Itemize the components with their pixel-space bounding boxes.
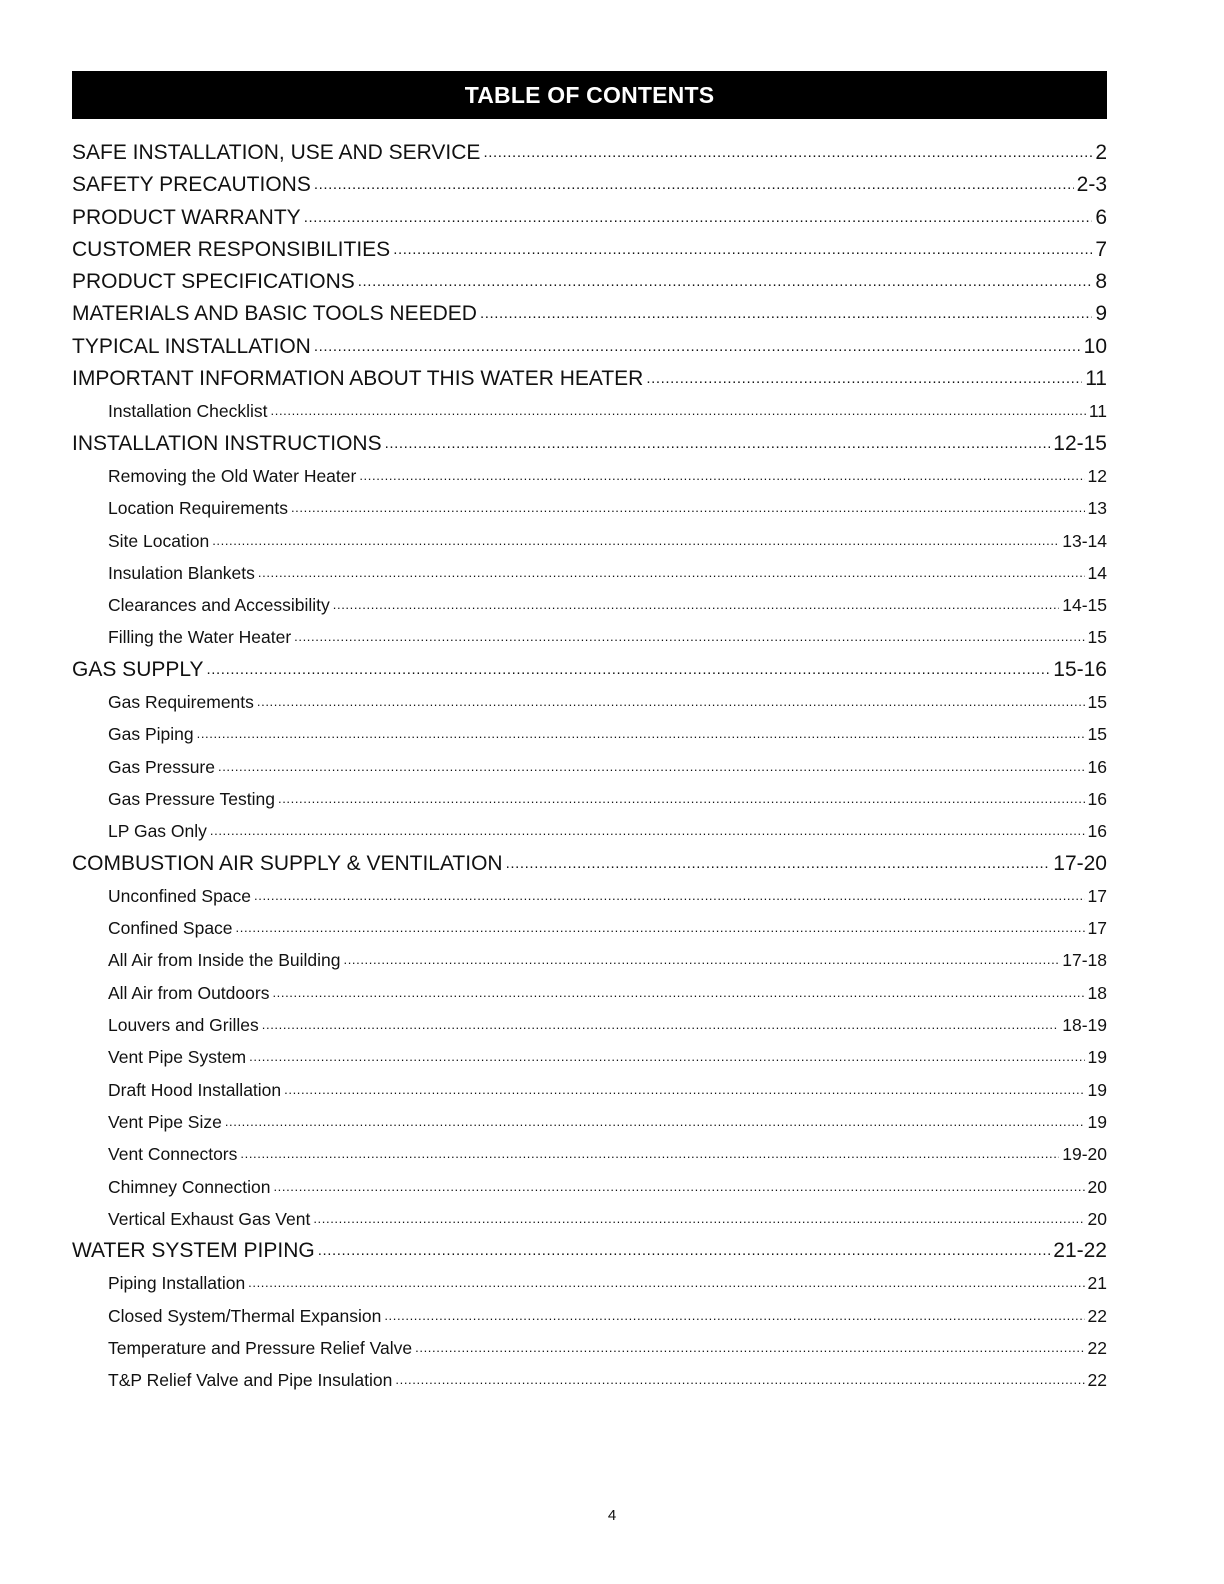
toc-subsection-entry[interactable]: [72, 977, 1107, 1009]
toc-subsection-entry[interactable]: [72, 525, 1107, 557]
toc-entry-page: 20: [1087, 1176, 1107, 1197]
toc-entry-label: Vent Pipe System: [108, 1047, 247, 1068]
dot-leader: [313, 1203, 1084, 1235]
toc-entry-label: Site Location: [108, 530, 210, 551]
dot-leader: [483, 137, 1092, 169]
toc-entry-label: Gas Pressure Testing: [108, 788, 275, 809]
dot-leader: [358, 266, 1093, 298]
dot-leader: [393, 234, 1092, 266]
toc-section-entry[interactable]: [72, 363, 1107, 395]
toc-entry-label: Location Requirements: [108, 498, 288, 519]
dot-leader: [249, 1041, 1084, 1073]
dot-leader: [343, 944, 1059, 976]
toc-entry-page: 2-3: [1076, 173, 1107, 197]
dot-leader: [294, 621, 1084, 653]
toc-section-entry[interactable]: [72, 848, 1107, 880]
toc-entry-label: Vertical Exhaust Gas Vent: [108, 1208, 311, 1229]
toc-entry-label: Removing the Old Water Heater: [108, 465, 357, 486]
toc-entry-page: 20: [1087, 1208, 1107, 1229]
dot-leader: [248, 1267, 1084, 1299]
dot-leader: [258, 557, 1085, 589]
toc-entry-page: 17: [1087, 918, 1107, 939]
dot-leader: [314, 331, 1081, 363]
toc-subsection-entry[interactable]: [72, 1332, 1107, 1364]
toc-entry-label: INSTALLATION INSTRUCTIONS: [72, 431, 382, 455]
toc-entry-label: TYPICAL INSTALLATION: [72, 334, 311, 358]
dot-leader: [225, 1106, 1085, 1138]
toc-entry-page: 10: [1083, 334, 1107, 358]
dot-leader: [385, 428, 1051, 460]
toc-subsection-entry[interactable]: [72, 1203, 1107, 1235]
toc-entry-page: 8: [1095, 270, 1107, 294]
toc-subsection-entry[interactable]: [72, 1041, 1107, 1073]
toc-subsection-entry[interactable]: [72, 1074, 1107, 1106]
toc-entry-page: 19: [1087, 1111, 1107, 1132]
dot-leader: [218, 751, 1085, 783]
toc-entry-label: Installation Checklist: [108, 401, 268, 422]
toc-entry-page: 18-19: [1062, 1015, 1107, 1036]
toc-section-entry[interactable]: [72, 169, 1107, 201]
toc-entry-label: GAS SUPPLY: [72, 657, 204, 681]
toc-entry-page: 15: [1087, 724, 1107, 745]
toc-entry-label: LP Gas Only: [108, 821, 207, 842]
toc-subsection-entry[interactable]: [72, 912, 1107, 944]
toc-entry-page: 16: [1087, 821, 1107, 842]
toc-subsection-entry[interactable]: [72, 686, 1107, 718]
toc-entry-label: Louvers and Grilles: [108, 1015, 259, 1036]
toc-subsection-entry[interactable]: [72, 1106, 1107, 1138]
toc-entry-label: CUSTOMER RESPONSIBILITIES: [72, 237, 391, 261]
toc-subsection-entry[interactable]: [72, 718, 1107, 750]
toc-entry-page: 16: [1087, 756, 1107, 777]
toc-entry-label: WATER SYSTEM PIPING: [72, 1239, 315, 1263]
toc-section-entry[interactable]: [72, 1235, 1107, 1267]
dot-leader: [395, 1364, 1084, 1396]
page-number: 4: [607, 1507, 617, 1524]
toc-section-entry[interactable]: [72, 137, 1107, 169]
toc-section-entry[interactable]: [72, 266, 1107, 298]
toc-entry-page: 15: [1087, 692, 1107, 713]
toc-entry-page: 22: [1087, 1370, 1107, 1391]
dot-leader: [284, 1074, 1084, 1106]
toc-subsection-entry[interactable]: [72, 1364, 1107, 1396]
toc-entry-page: 11: [1085, 367, 1107, 391]
toc-entry-page: 6: [1095, 205, 1107, 229]
dot-leader: [314, 169, 1074, 201]
dot-leader: [318, 1235, 1051, 1267]
toc-entry-label: PRODUCT WARRANTY: [72, 205, 301, 229]
toc-subsection-entry[interactable]: [72, 1009, 1107, 1041]
dot-leader: [272, 977, 1084, 1009]
toc-entry-label: COMBUSTION AIR SUPPLY & VENTILATION: [72, 851, 503, 875]
dot-leader: [254, 880, 1085, 912]
dot-leader: [262, 1009, 1059, 1041]
toc-section-entry[interactable]: [72, 234, 1107, 266]
toc-subsection-entry[interactable]: [72, 557, 1107, 589]
toc-entry-page: 11: [1088, 401, 1107, 422]
dot-leader: [207, 654, 1051, 686]
toc-entry-page: 15-16: [1053, 657, 1107, 681]
toc-entry-page: 21: [1087, 1273, 1107, 1294]
toc-entry-page: 7: [1095, 237, 1107, 261]
toc-entry-label: MATERIALS AND BASIC TOOLS NEEDED: [72, 302, 477, 326]
dot-leader: [415, 1332, 1084, 1364]
toc-subsection-entry[interactable]: [72, 1171, 1107, 1203]
toc-entry-label: All Air from Outdoors: [108, 982, 270, 1003]
dot-leader: [210, 815, 1085, 847]
toc-subsection-entry[interactable]: [72, 1138, 1107, 1170]
toc-entry-label: Gas Requirements: [108, 692, 254, 713]
toc-entry-label: Gas Pressure: [108, 756, 215, 777]
toc-entry-label: Temperature and Pressure Relief Valve: [108, 1337, 413, 1358]
dot-leader: [480, 298, 1092, 330]
toc-entry-page: 22: [1087, 1337, 1107, 1358]
toc-entry-label: Piping Installation: [108, 1273, 246, 1294]
toc-entry-page: 17-18: [1062, 950, 1107, 971]
toc-entry-label: Closed System/Thermal Expansion: [108, 1305, 382, 1326]
toc-entry-label: Vent Connectors: [108, 1144, 238, 1165]
dot-leader: [304, 202, 1093, 234]
toc-entry-page: 17: [1087, 885, 1107, 906]
toc-entry-label: Insulation Blankets: [108, 562, 255, 583]
toc-entry-label: Unconfined Space: [108, 885, 252, 906]
toc-entry-page: 19: [1087, 1047, 1107, 1068]
dot-leader: [197, 718, 1085, 750]
toc-entry-page: 13: [1087, 498, 1107, 519]
toc-entry-label: PRODUCT SPECIFICATIONS: [72, 270, 355, 294]
toc-section-entry[interactable]: [72, 654, 1107, 686]
toc-entry-label: Confined Space: [108, 918, 233, 939]
dot-leader: [212, 525, 1059, 557]
dot-leader: [271, 395, 1086, 427]
dot-leader: [291, 492, 1085, 524]
toc-entry-page: 19-20: [1062, 1144, 1107, 1165]
dot-leader: [506, 848, 1051, 880]
toc-entry-page: 21-22: [1053, 1239, 1107, 1263]
toc-title-banner: [72, 71, 1107, 119]
toc-section-entry[interactable]: [72, 202, 1107, 234]
toc-entry-page: 12: [1087, 465, 1107, 486]
toc-entry-page: 12-15: [1053, 431, 1107, 455]
toc-section-entry[interactable]: [72, 298, 1107, 330]
toc-entry-page: 13-14: [1062, 530, 1107, 551]
toc-entry-label: Clearances and Accessibility: [108, 595, 330, 616]
toc-list: [72, 137, 1107, 1397]
toc-entry-page: 16: [1087, 788, 1107, 809]
dot-leader: [236, 912, 1085, 944]
dot-leader: [646, 363, 1082, 395]
toc-entry-label: Draft Hood Installation: [108, 1079, 282, 1100]
toc-entry-label: Vent Pipe Size: [108, 1111, 222, 1132]
toc-entry-label: SAFETY PRECAUTIONS: [72, 173, 311, 197]
dot-leader: [278, 783, 1085, 815]
toc-section-entry[interactable]: [72, 331, 1107, 363]
toc-subsection-entry[interactable]: [72, 589, 1107, 621]
toc-entry-page: 17-20: [1053, 851, 1107, 875]
toc-entry-page: 18: [1087, 982, 1107, 1003]
toc-entry-label: SAFE INSTALLATION, USE AND SERVICE: [72, 141, 481, 164]
toc-subsection-entry[interactable]: [72, 783, 1107, 815]
toc-subsection-entry[interactable]: [72, 395, 1107, 427]
toc-entry-page: 19: [1087, 1079, 1107, 1100]
toc-entry-label: All Air from Inside the Building: [108, 950, 341, 971]
toc-subsection-entry[interactable]: [72, 1267, 1107, 1299]
toc-subsection-entry[interactable]: [72, 621, 1107, 653]
toc-subsection-entry[interactable]: [72, 880, 1107, 912]
dot-leader: [384, 1300, 1084, 1332]
toc-entry-page: 14: [1087, 562, 1107, 583]
toc-entry-page: 2: [1095, 141, 1107, 164]
toc-entry-label: T&P Relief Valve and Pipe Insulation: [108, 1370, 393, 1391]
toc-entry-page: 15: [1087, 627, 1107, 648]
toc-entry-page: 9: [1095, 302, 1107, 326]
dot-leader: [333, 589, 1059, 621]
toc-section-entry[interactable]: [72, 428, 1107, 460]
dot-leader: [273, 1171, 1084, 1203]
toc-entry-label: Gas Piping: [108, 724, 194, 745]
toc-entry-page: 22: [1087, 1305, 1107, 1326]
dot-leader: [240, 1138, 1059, 1170]
toc-subsection-entry[interactable]: [72, 815, 1107, 847]
toc-subsection-entry[interactable]: [72, 460, 1107, 492]
toc-title: TABLE OF CONTENTS: [464, 81, 715, 108]
toc-entry-label: Filling the Water Heater: [108, 627, 292, 648]
dot-leader: [359, 460, 1084, 492]
toc-subsection-entry[interactable]: [72, 492, 1107, 524]
toc-entry-label: IMPORTANT INFORMATION ABOUT THIS WATER HEATER: [72, 367, 644, 391]
toc-subsection-entry[interactable]: [72, 1300, 1107, 1332]
toc-entry-label: Chimney Connection: [108, 1176, 271, 1197]
toc-entry-page: 14-15: [1062, 595, 1107, 616]
toc-subsection-entry[interactable]: [72, 944, 1107, 976]
toc-subsection-entry[interactable]: [72, 751, 1107, 783]
dot-leader: [257, 686, 1085, 718]
